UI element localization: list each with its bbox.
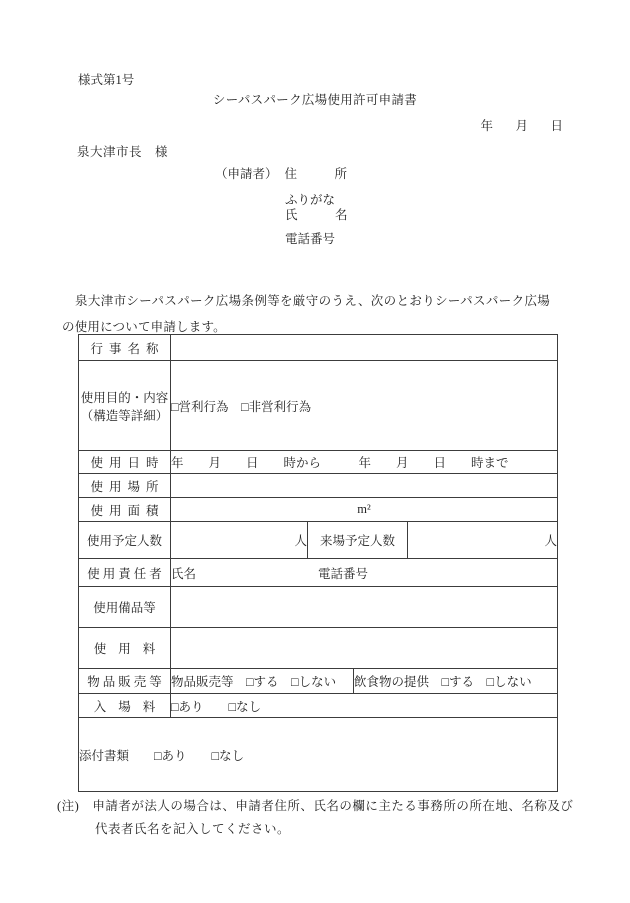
fee-label: 使用料 [79,628,171,669]
address-label: 住 所 [284,167,348,181]
attachments-field: 添付書類 □あり □なし [79,718,558,792]
manager-name-label: 氏名 [171,566,197,581]
users-label: 使用予定人数 [79,522,171,559]
manager-phone-label: 電話番号 [318,566,369,581]
area-field: m² [171,498,558,522]
event-name-field [171,335,558,361]
form-number: 様式第1号 [78,73,135,87]
note-line-1: (注) 申請者が法人の場合は、申請者住所、氏名の欄に主たる事務所の所在地、名称及び [57,799,574,813]
fee-field [171,628,558,669]
datetime-label: 使用日時 [79,451,171,474]
manager-field [171,559,558,587]
furigana-label: ふりがな [285,193,336,207]
table-row-place [79,474,558,498]
users-field: 人 [171,522,308,559]
purpose-field: □営利行為 □非営利行為 [171,361,558,451]
table-row-fee [79,628,558,669]
table-row-datetime [79,451,558,474]
table-row-manager [79,559,558,587]
intro-paragraph: 泉大津市シーパスパーク広場条例等を厳守のうえ、次のとおりシーパスパーク広場の使用について申請します。 [62,294,550,334]
visitors-field: 人 [408,522,558,559]
applicant-prefix: （申請者） [215,167,278,181]
table-row-sales [79,669,558,694]
date-line: 年 月 日 [480,119,568,133]
applicant-header [215,164,347,182]
table-row-area [79,498,558,522]
addressee: 泉大津市長 様 [77,145,169,159]
table-row-equipment [79,587,558,628]
sales-field: 物品販売等 □する □しない [171,669,354,694]
purpose-label-line1: 使用目的・内容 [80,390,169,405]
food-field: 飲食物の提供 □する □しない [354,669,558,694]
event-name-label: 行事名称 [79,335,171,361]
name-label: 氏 名 [285,208,348,222]
area-label: 使用面積 [79,498,171,522]
application-table [78,334,558,792]
equipment-label: 使用備品等 [79,587,171,628]
table-row-people [79,522,558,559]
table-row-admission [79,694,558,718]
visitors-label: 来場予定人数 [308,522,408,559]
datetime-field: 年 月 日 時から 年 月 日 時まで [171,451,558,474]
admission-label: 入場料 [79,694,171,718]
page-title: シーパスパーク広場使用許可申請書 [212,93,418,107]
table-row-event-name [79,335,558,361]
admission-field: □あり □なし [171,694,558,718]
phone-label: 電話番号 [285,232,336,246]
purpose-label-line2: （構造等詳細） [80,408,169,423]
note-line-2: 代表者氏名を記入してください。 [95,822,291,836]
place-label: 使用場所 [79,474,171,498]
place-field [171,474,558,498]
sales-label: 物品販売等 [79,669,171,694]
table-row-purpose [79,361,558,451]
table-row-attachments [79,718,558,792]
manager-label: 使用責任者 [79,559,171,587]
purpose-label [79,361,171,451]
equipment-field [171,587,558,628]
